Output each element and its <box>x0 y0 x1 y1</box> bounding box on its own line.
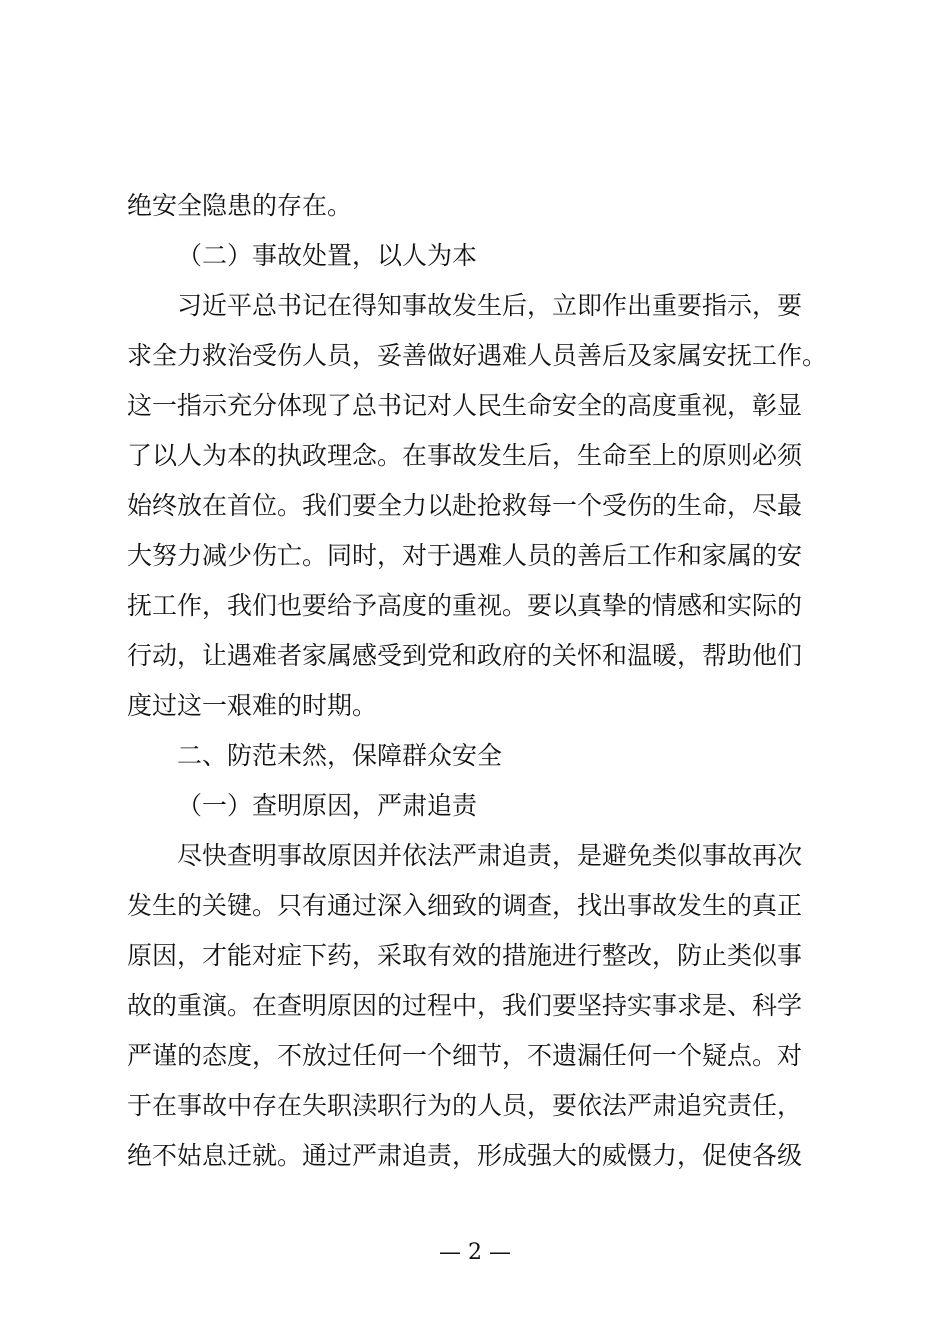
paragraph-line: 故的重演。在查明原因的过程中，我们要坚持实事求是、科学 <box>127 991 803 1020</box>
subheading-investigation: （一）查明原因，严肃追责 <box>177 791 478 820</box>
paragraph-line: 习近平总书记在得知事故发生后，立即作出重要指示，要 <box>177 291 803 320</box>
paragraph-line: 原因，才能对症下药，采取有效的措施进行整改，防止类似事 <box>127 941 803 970</box>
subheading-accident-handling: （二）事故处置，以人为本 <box>177 241 478 270</box>
paragraph-line: 尽快查明事故原因并依法严肃追责，是避免类似事故再次 <box>177 841 803 870</box>
paragraph-line: 行动，让遇难者家属感受到党和政府的关怀和温暖，帮助他们 <box>127 641 803 670</box>
paragraph-line: 于在事故中存在失职渎职行为的人员，要依法严肃追究责任， <box>127 1091 803 1120</box>
paragraph-line: 抚工作，我们也要给予高度的重视。要以真挚的情感和实际的 <box>127 591 803 620</box>
paragraph-line: 大努力减少伤亡。同时，对于遇难人员的善后工作和家属的安 <box>127 541 803 570</box>
paragraph-line: 绝不姑息迁就。通过严肃追责，形成强大的威慑力，促使各级 <box>127 1141 803 1170</box>
section-heading-prevention: 二、防范未然，保障群众安全 <box>177 741 503 770</box>
paragraph-line: 求全力救治受伤人员，妥善做好遇难人员善后及家属安抚工作。 <box>127 341 828 370</box>
paragraph-line: 度过这一艰难的时期。 <box>127 691 378 720</box>
paragraph-line: 严谨的态度，不放过任何一个细节，不遗漏任何一个疑点。对 <box>127 1041 803 1070</box>
paragraph-line: 发生的关键。只有通过深入细致的调查，找出事故发生的真正 <box>127 891 803 920</box>
paragraph-line: 始终放在首位。我们要全力以赴抢救每一个受伤的生命，尽最 <box>127 491 803 520</box>
page-number: — 2 — <box>439 1240 511 1265</box>
paragraph-line: 绝安全隐患的存在。 <box>127 191 353 220</box>
paragraph-line: 这一指示充分体现了总书记对人民生命安全的高度重视，彰显 <box>127 391 803 420</box>
paragraph-line: 了以人为本的执政理念。在事故发生后，生命至上的原则必须 <box>127 441 803 470</box>
